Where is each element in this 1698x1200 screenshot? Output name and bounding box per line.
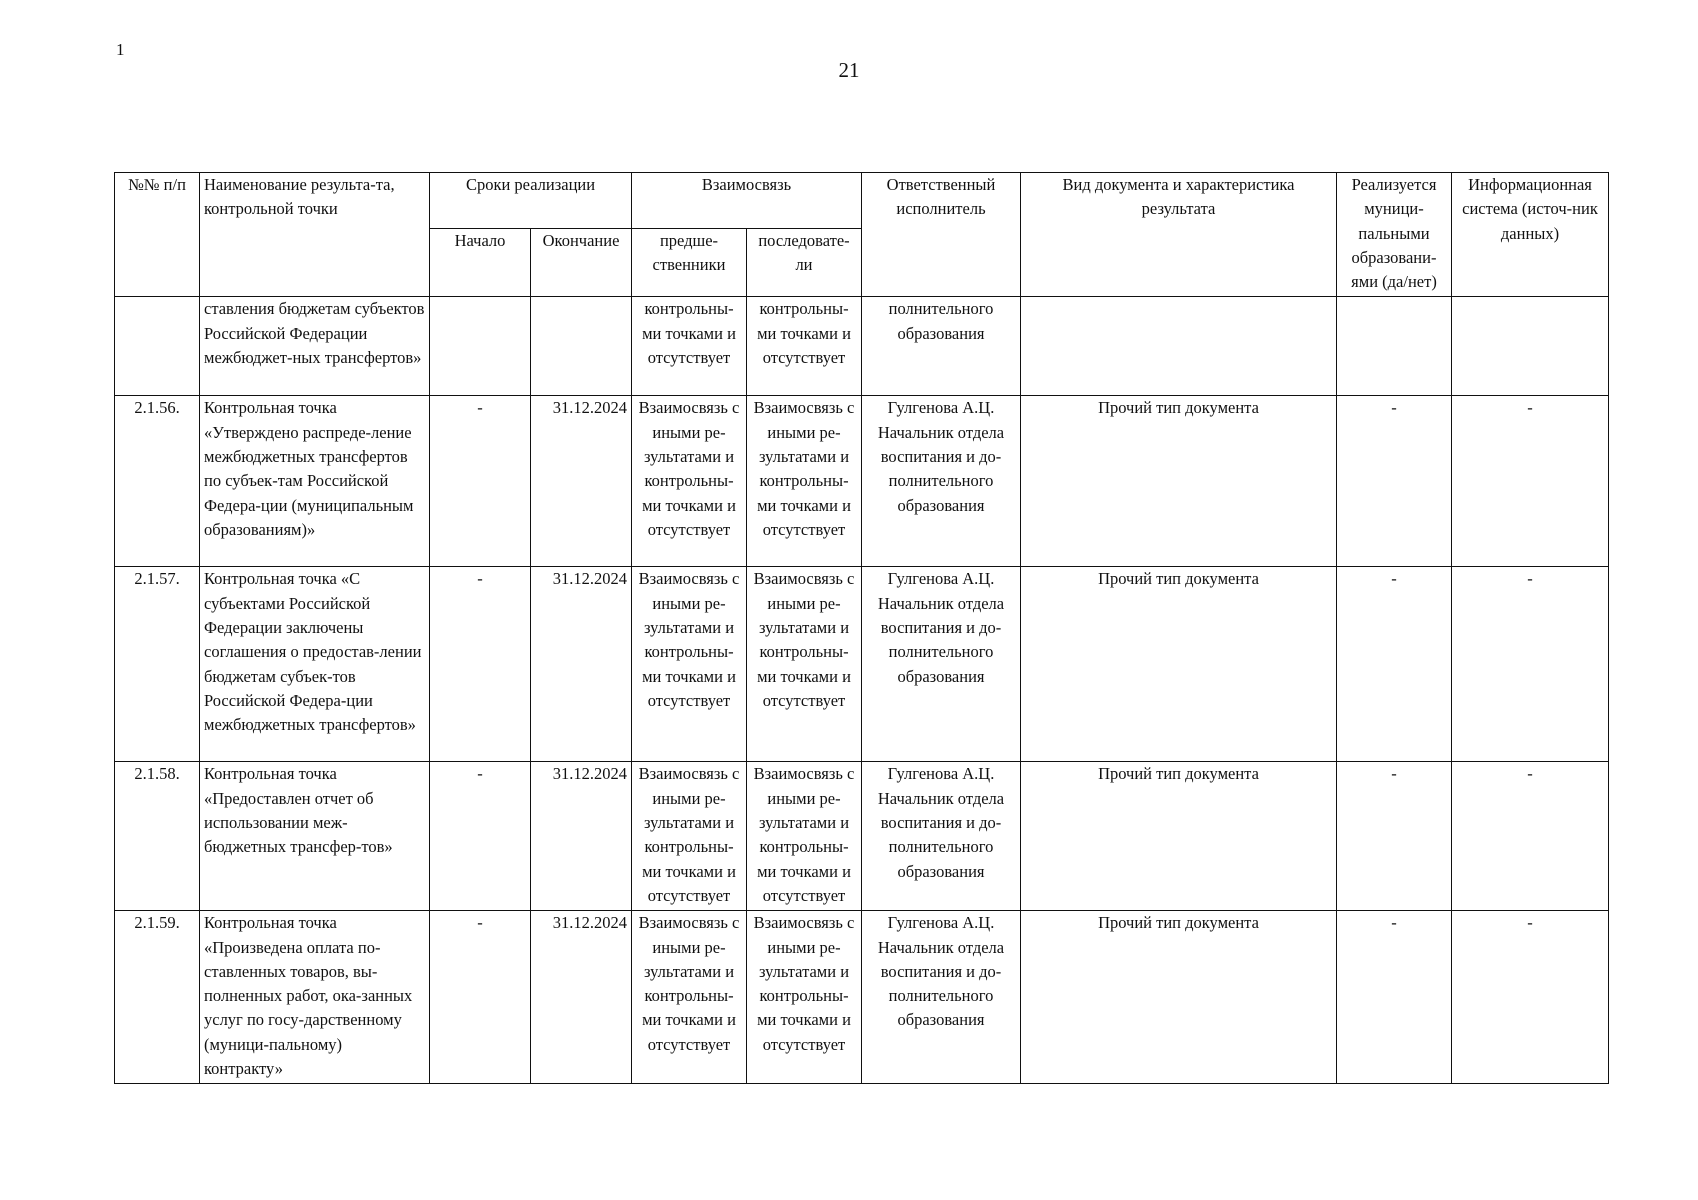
header-relation: Взаимосвязь <box>632 173 862 229</box>
cell-successors: Взаимосвязь с иными ре-зультатами и контрольны-ми точками и отсутствует <box>747 567 862 762</box>
header-doc-type: Вид документа и характеристика результата <box>1021 173 1337 297</box>
cell-predecessors: Взаимосвязь с иными ре-зультатами и контрольны-ми точками и отсутствует <box>632 396 747 567</box>
corner-mark: 1 <box>116 40 125 59</box>
header-municipal: Реализуется муници-пальными образовани-ями (да/нет) <box>1337 173 1452 297</box>
cell-predecessors: Взаимосвязь с иными ре-зультатами и контрольны-ми точками и отсутствует <box>632 762 747 911</box>
header-info-system: Информационная система (источ-ник данных) <box>1452 173 1609 297</box>
cell-successors: контрольны-ми точками и отсутствует <box>747 297 862 396</box>
cell-end: 31.12.2024 <box>531 567 632 762</box>
cell-start: - <box>430 567 531 762</box>
cell-end: 31.12.2024 <box>531 396 632 567</box>
cell-predecessors: контрольны-ми точками и отсутствует <box>632 297 747 396</box>
header-successors: последовате-ли <box>747 229 862 297</box>
cell-responsible: Гулгенова А.Ц. Начальник отдела воспитания и до-полнительного образования <box>862 911 1021 1084</box>
cell-responsible: полнительного образования <box>862 297 1021 396</box>
cell-municipal: - <box>1337 396 1452 567</box>
header-terms: Сроки реализации <box>430 173 632 229</box>
header-predecessors: предше-ственники <box>632 229 747 297</box>
cell-name: Контрольная точка «Произведена оплата по-ставленных товаров, вы-полненных работ, ока-занных услуг по госу-дарственному (муници-пальному) контракту» <box>200 911 430 1084</box>
header-num: №№ п/п <box>115 173 200 297</box>
cell-info-system: - <box>1452 396 1609 567</box>
cell-doc-type: Прочий тип документа <box>1021 396 1337 567</box>
header-end: Окончание <box>531 229 632 297</box>
cell-municipal: - <box>1337 567 1452 762</box>
cell-successors: Взаимосвязь с иными ре-зультатами и контрольны-ми точками и отсутствует <box>747 911 862 1084</box>
cell-end: 31.12.2024 <box>531 911 632 1084</box>
header-name: Наименование результа-та, контрольной точки <box>200 173 430 297</box>
cell-info-system: - <box>1452 567 1609 762</box>
page-number: 21 <box>838 58 860 82</box>
cell-num: 2.1.57. <box>115 567 200 762</box>
cell-start: - <box>430 396 531 567</box>
cell-responsible: Гулгенова А.Ц. Начальник отдела воспитания и до-полнительного образования <box>862 396 1021 567</box>
table-row <box>115 567 1609 762</box>
cell-predecessors: Взаимосвязь с иными ре-зультатами и контрольны-ми точками и отсутствует <box>632 911 747 1084</box>
table-row <box>115 911 1609 1084</box>
cell-successors: Взаимосвязь с иными ре-зультатами и контрольны-ми точками и отсутствует <box>747 396 862 567</box>
header-responsible: Ответственный исполнитель <box>862 173 1021 297</box>
cell-num: 2.1.58. <box>115 762 200 911</box>
cell-name: Контрольная точка «Утверждено распреде-ление межбюджетных трансфертов по субъек-там Российской Федера-ции (муниципальным образованиям)» <box>200 396 430 567</box>
cell-responsible: Гулгенова А.Ц. Начальник отдела воспитания и до-полнительного образования <box>862 762 1021 911</box>
cell-end: 31.12.2024 <box>531 762 632 911</box>
cell-responsible: Гулгенова А.Ц. Начальник отдела воспитания и до-полнительного образования <box>862 567 1021 762</box>
cell-doc-type: Прочий тип документа <box>1021 911 1337 1084</box>
cell-municipal: - <box>1337 911 1452 1084</box>
cell-info-system: - <box>1452 911 1609 1084</box>
cell-doc-type: Прочий тип документа <box>1021 762 1337 911</box>
cell-successors: Взаимосвязь с иными ре-зультатами и контрольны-ми точками и отсутствует <box>747 762 862 911</box>
cell-start: - <box>430 911 531 1084</box>
cell-start: - <box>430 762 531 911</box>
table-row <box>115 762 1609 911</box>
table-row <box>115 297 1609 396</box>
cell-municipal <box>1337 297 1452 396</box>
cell-predecessors: Взаимосвязь с иными ре-зультатами и контрольны-ми точками и отсутствует <box>632 567 747 762</box>
cell-start <box>430 297 531 396</box>
cell-num: 2.1.59. <box>115 911 200 1084</box>
cell-end <box>531 297 632 396</box>
cell-doc-type: Прочий тип документа <box>1021 567 1337 762</box>
cell-municipal: - <box>1337 762 1452 911</box>
cell-num: 2.1.56. <box>115 396 200 567</box>
cell-name: Контрольная точка «Предоставлен отчет об использовании меж-бюджетных трансфер-тов» <box>200 762 430 911</box>
cell-doc-type <box>1021 297 1337 396</box>
header-row <box>115 173 1609 229</box>
header-start: Начало <box>430 229 531 297</box>
cell-info-system: - <box>1452 762 1609 911</box>
table-row <box>115 396 1609 567</box>
cell-name: Контрольная точка «С субъектами Российской Федерации заключены соглашения о предостав-лении бюджетам субъек-тов Российской Федера-ции межбюджетных трансфертов» <box>200 567 430 762</box>
cell-info-system <box>1452 297 1609 396</box>
cell-num <box>115 297 200 396</box>
control-points-table <box>114 172 1609 1084</box>
cell-name: ставления бюджетам субъектов Российской Федерации межбюджет-ных трансфертов» <box>200 297 430 396</box>
